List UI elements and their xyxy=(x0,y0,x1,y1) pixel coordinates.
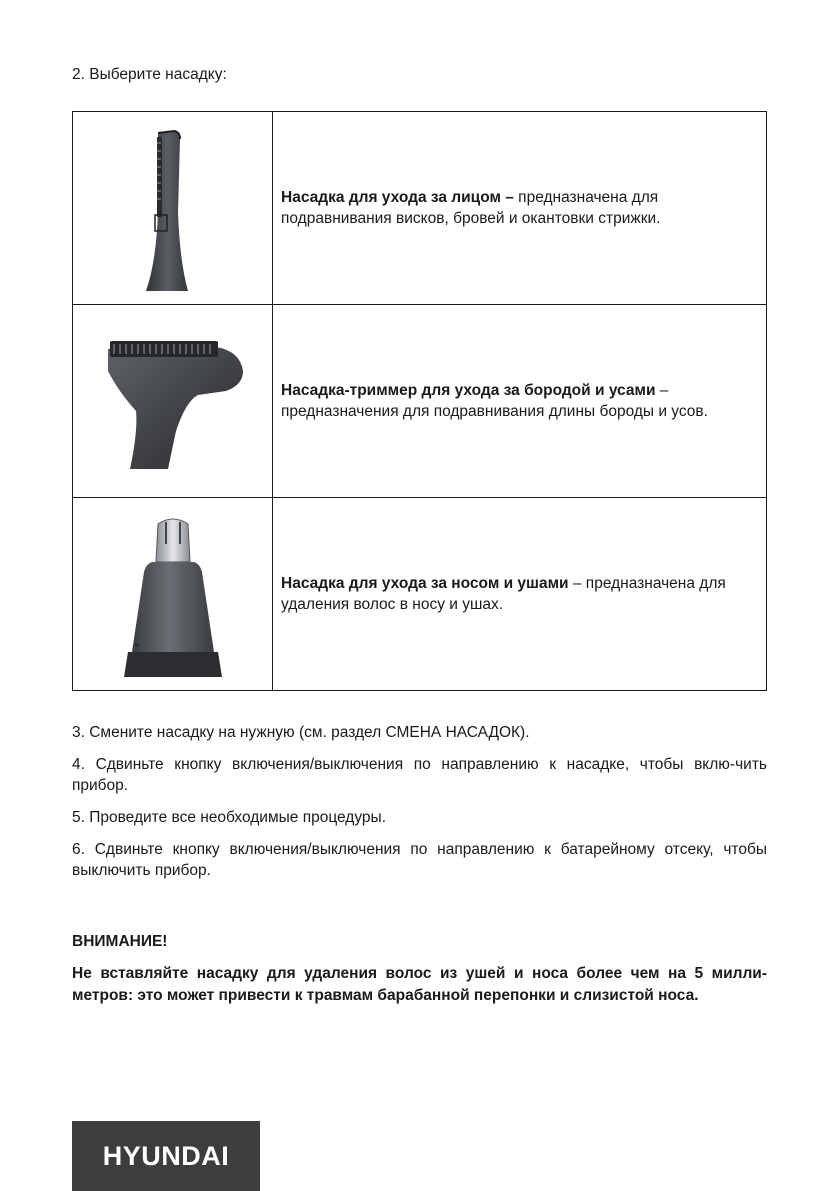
attachment-row-nose xyxy=(73,498,767,691)
attachments-table xyxy=(72,111,767,691)
attachment-description-nose xyxy=(273,498,767,691)
step-3: 3. Смените насадку на нужную (см. раздел СМЕНА НАСАДОК). xyxy=(72,724,530,741)
attachment-image-cell xyxy=(73,498,273,691)
face-trimmer-attachment-icon xyxy=(128,123,218,293)
attachment-image-cell xyxy=(73,112,273,305)
brand-logo xyxy=(72,1121,260,1191)
attachment-description-face xyxy=(273,112,767,305)
nose-ear-trimmer-attachment-icon xyxy=(108,512,238,677)
step-5: 5. Проведите все необходимые процедуры. xyxy=(72,809,386,826)
warning-text: Не вставляйте насадку для удаления волос из ушей и носа более чем на 5 милли-метров: это может привести к травмам барабанной перепонки и слизистой носа. xyxy=(72,965,767,1004)
attachment-text: предназначена для подравнивания висков, бровей и окантовки стрижки. xyxy=(281,189,661,227)
attachment-text: – предназначена для удаления волос в носу и ушах. xyxy=(281,575,726,613)
attachment-title: Насадка-триммер для ухода за бородой и усами xyxy=(281,382,656,399)
attachment-text: – предназначения для подравнивания длины бороды и усов. xyxy=(281,382,708,420)
attachment-image-cell xyxy=(73,305,273,498)
attachment-description-beard xyxy=(273,305,767,498)
attachment-title: Насадка для ухода за носом и ушами xyxy=(281,575,569,592)
svg-text:⌖: ⌖ xyxy=(133,639,140,651)
beard-trimmer-attachment-icon xyxy=(98,331,248,471)
attachment-row-face xyxy=(73,112,767,305)
steps-list xyxy=(72,722,767,892)
attachment-row-beard xyxy=(73,305,767,498)
step-6: 6. Сдвиньте кнопку включения/выключения по направлению к батарейному отсеку, чтобы выключить прибор. xyxy=(72,841,767,879)
step-4: 4. Сдвиньте кнопку включения/выключения по направлению к насадке, чтобы вклю-чить прибор. xyxy=(72,756,767,794)
warning-title: ВНИМАНИЕ! xyxy=(72,933,168,950)
step-2-intro: 2. Выберите насадку: xyxy=(72,66,227,83)
brand-logo-text: HYUNDAI xyxy=(102,1140,230,1171)
attachment-title: Насадка для ухода за лицом – xyxy=(281,189,514,206)
